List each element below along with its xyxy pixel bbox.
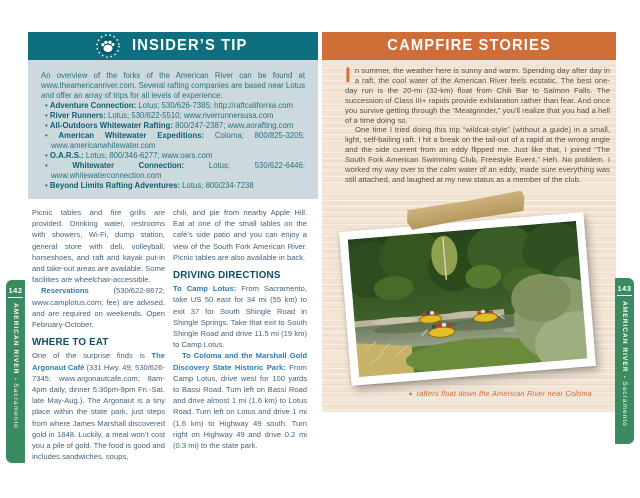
page-number: 143 [617,284,631,296]
company-name: Adventure Connection: [49,101,137,110]
bold-lead: To Coloma and the Marshall Gold Discovery State Historic Park: [173,351,307,372]
section-heading-driving-directions: DRIVING DIRECTIONS [173,270,281,282]
caption-text: rafters float down the American River near Coloma [416,389,592,398]
company-name: Beyond Limits Rafting Adventures: [49,181,181,190]
company-details: Lotus; 530/622-5510; www.riverrunnersusa.com [105,111,274,120]
paragraph-text: One of the surprise finds is [32,351,152,361]
campfire-story-text [345,66,610,185]
story-paragraph [345,66,610,125]
drop-cap: I [345,64,351,87]
list-item [51,131,305,151]
list-item [51,101,305,111]
tab-title: AMERICAN RIVER [621,301,628,373]
body-paragraph [32,285,165,330]
bold-lead: The Argonaut Café [32,351,165,372]
tip-intro: An overview of the forks of the American River can be found at www.theamericanriver.com. Several rafting companies are based near Lotus and offer an array of trips for all levels of experience: [41,71,305,100]
page-tab-142 [6,280,25,463]
paragraph-text: From Camp Lotus, drive west for 100 yards to Bassi Road. Turn left on Bassi Road and drive almost 1 mi (1.6 km) to Lotus Road. Turn left on Lotus and drive 1 mi (1.6 km) to Highway 49 south. Turn right on Highway 49 and drive 0.2 mi (0.3 mi) to the state park. [173,362,307,451]
paragraph-text: (530/622-8672; www.camplotus.com; fee) are advised, and are required on weekends. Open February-October. [32,286,165,330]
body-paragraph [173,283,307,350]
company-name: All-Outdoors Whitewater Rafting: [49,121,173,130]
body-paragraph: Picnic tables and fire grills are provided. Drinking water, restrooms with showers, Wi-Fi, dump station, general store with deli, volleyball, horseshoes, and raft and kayak put-in and take-out areas are available. Some facilities are wheelchair-accessible. [32,208,165,285]
insiders-tip-header [28,32,318,60]
company-name: American Whitewater Expeditions: [58,131,205,140]
insiders-tip-box [28,60,318,199]
bold-lead: To Camp Lotus: [173,284,237,294]
tab-vertical-label [12,303,19,429]
company-details: Lotus; 800/346-6277; www.oars.com [83,151,213,160]
company-details: Coloma; 800/825-3205; www.americanwhitewater.com [51,131,305,150]
section-heading-where-to-eat: WHERE TO EAT [32,337,109,349]
list-item [51,181,305,191]
paragraph-text: From Sacramento, take US 50 east for 34 mi (55 km) to exit 37 for South Shingle Road in Shingle Springs. Take that exit to South Shingle Road and drive 11.5 mi (19 km) to Camp Lotus. [173,284,307,350]
tab-title: AMERICAN RIVER [12,303,19,375]
rafting-companies-list [41,101,305,191]
bear-paw-icon [96,34,120,58]
rafting-photo-image [348,221,588,377]
paragraph-text: (331 Hwy. 49; 530/626-7345; www.argonautcafe.com; 8am-4pm daily, dinner 5:30pm-9pm Fri.-Sat. late May-Aug.). The Argonaut is a tiny place within the state park, just steps from where James Marshall discovered gold in 1848. Luckily, a meal won’t cost you a pile of gold. The food is good and includes sandwiches, soups, [32,362,165,462]
insiders-tip-title: INSIDER’S TIP [131,37,248,54]
page-tab-143 [615,278,634,444]
tab-subtitle: Sacramento [621,381,628,427]
caption-triangle-icon: ▲ [407,391,414,397]
list-item [51,151,305,161]
left-column [32,207,165,462]
page-number: 142 [8,286,22,298]
company-name: River Runners: [49,111,106,120]
company-details: Lotus; 800/234-7238 [180,181,254,190]
tab-vertical-label [621,301,628,427]
story-paragraph: One time I tried doing this trip “wildcat-style” (without a guide) in a small, light, self-bailing raft. I hit a break on the tail-out of a rapid at the wrong angle and the side current from an eddy flipped me. Just like that, I joined “The South Fork American Swimming Club, Freestyle Event.” Heh. No problem. I worked my way over to the calm water of an eddy, made sure everything was still attached, and laughed at my new status as a member of the club. [345,125,610,184]
campfire-stories-title: CAMPFIRE STORIES [387,37,551,54]
campfire-stories-header [322,32,616,60]
company-name: O.A.R.S.: [49,151,84,160]
body-paragraph [32,350,165,462]
right-column [173,207,307,451]
company-details: Lotus; 530/622-6446; www.whitewaterconnection.com [51,161,305,180]
company-details: Lotus; 530/626-7385; http://raftcalifornia.com [136,101,294,110]
rafting-photo [339,212,596,386]
body-paragraph: chili, and pie from nearby Apple Hill. Eat at one of the small tables on the café’s side patio and you can enjoy a view of the South Fork American River. Picnic tables are also available in back. [173,208,307,262]
tab-separator: • [12,377,18,381]
company-details: 800/247-2387; www.aorafting.com [172,121,294,130]
body-paragraph [173,350,307,451]
photo-caption [330,389,592,398]
list-item [51,111,305,121]
bold-lead: Reservations [41,286,89,296]
tab-separator: • [621,375,627,379]
list-item [51,161,305,181]
tab-subtitle: Sacramento [12,383,19,429]
company-name: Whitewater Connection: [72,161,185,170]
list-item [51,121,305,131]
paragraph-text: n summer, the weather here is sunny and warm. Spending day after day in a raft, the cool water of the American River feels ecstatic. The best one-day run is the 20-mi (32-km) float from Chili Bar to Salmon Falls. The succession of Class III+ rapids provide exhilaration rather than fear. And once you survive getting through the “Meatgrinder,” you’ll realize that you had a hell of a time doing so. [345,66,610,125]
